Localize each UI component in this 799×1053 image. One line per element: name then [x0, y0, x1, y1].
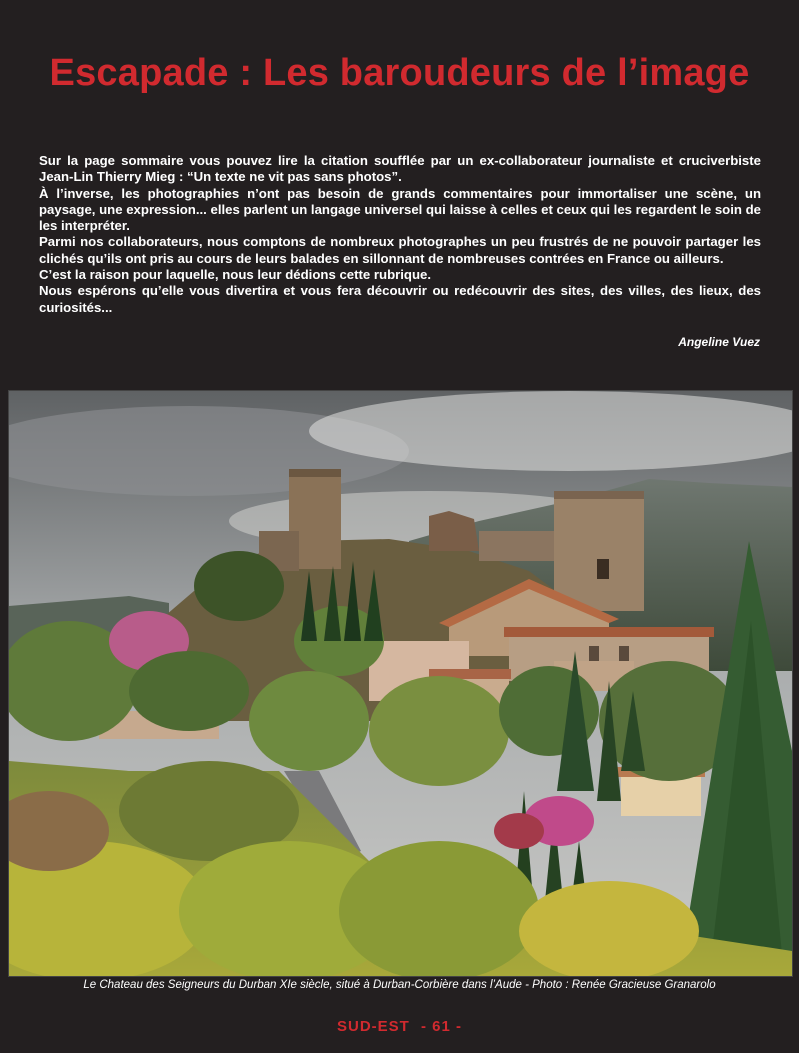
article-title: Escapade : Les baroudeurs de l’image — [49, 52, 750, 94]
intro-paragraph: Sur la page sommaire vous pouvez lire la citation soufflée par un ex-collaborateur journaliste et cruciverbiste Jean-Lin Thierry Mieg : “Un texte ne vit pas sans photos”. — [39, 153, 761, 185]
page-number: - 61 - — [421, 1018, 463, 1035]
castle-landscape-photo — [8, 390, 793, 977]
page-footer — [0, 1018, 799, 1035]
author-signature: Angeline Vuez — [678, 335, 760, 349]
magazine-name: SUD-EST — [336, 1018, 410, 1035]
intro-text — [39, 153, 761, 316]
intro-paragraph: Nous espérons qu’elle vous divertira et vous fera découvrir ou redécouvrir des sites, des villes, des lieux, des curiosités... — [39, 283, 761, 315]
photo-caption: Le Chateau des Seigneurs du Durban XIe siècle, situé à Durban-Corbière dans l’Aude - Photo : Renée Gracieuse Granarolo — [83, 979, 716, 991]
intro-paragraph: C’est la raison pour laquelle, nous leur dédions cette rubrique. — [39, 267, 432, 283]
intro-paragraph: Parmi nos collaborateurs, nous comptons de nombreux photographes un peu frustrés de ne pouvoir partager les clichés qu’ils ont pris au cours de leurs balades en sillonnant de nombreuses contrées en France ou ailleurs. — [39, 234, 761, 266]
intro-paragraph: À l’inverse, les photographies n’ont pas besoin de grands commentaires pour immortaliser une scène, un paysage, une expression... elles parlent un langage universel qui laisse à celles et ceux qui les regardent le soin de les interpréter. — [39, 185, 761, 234]
